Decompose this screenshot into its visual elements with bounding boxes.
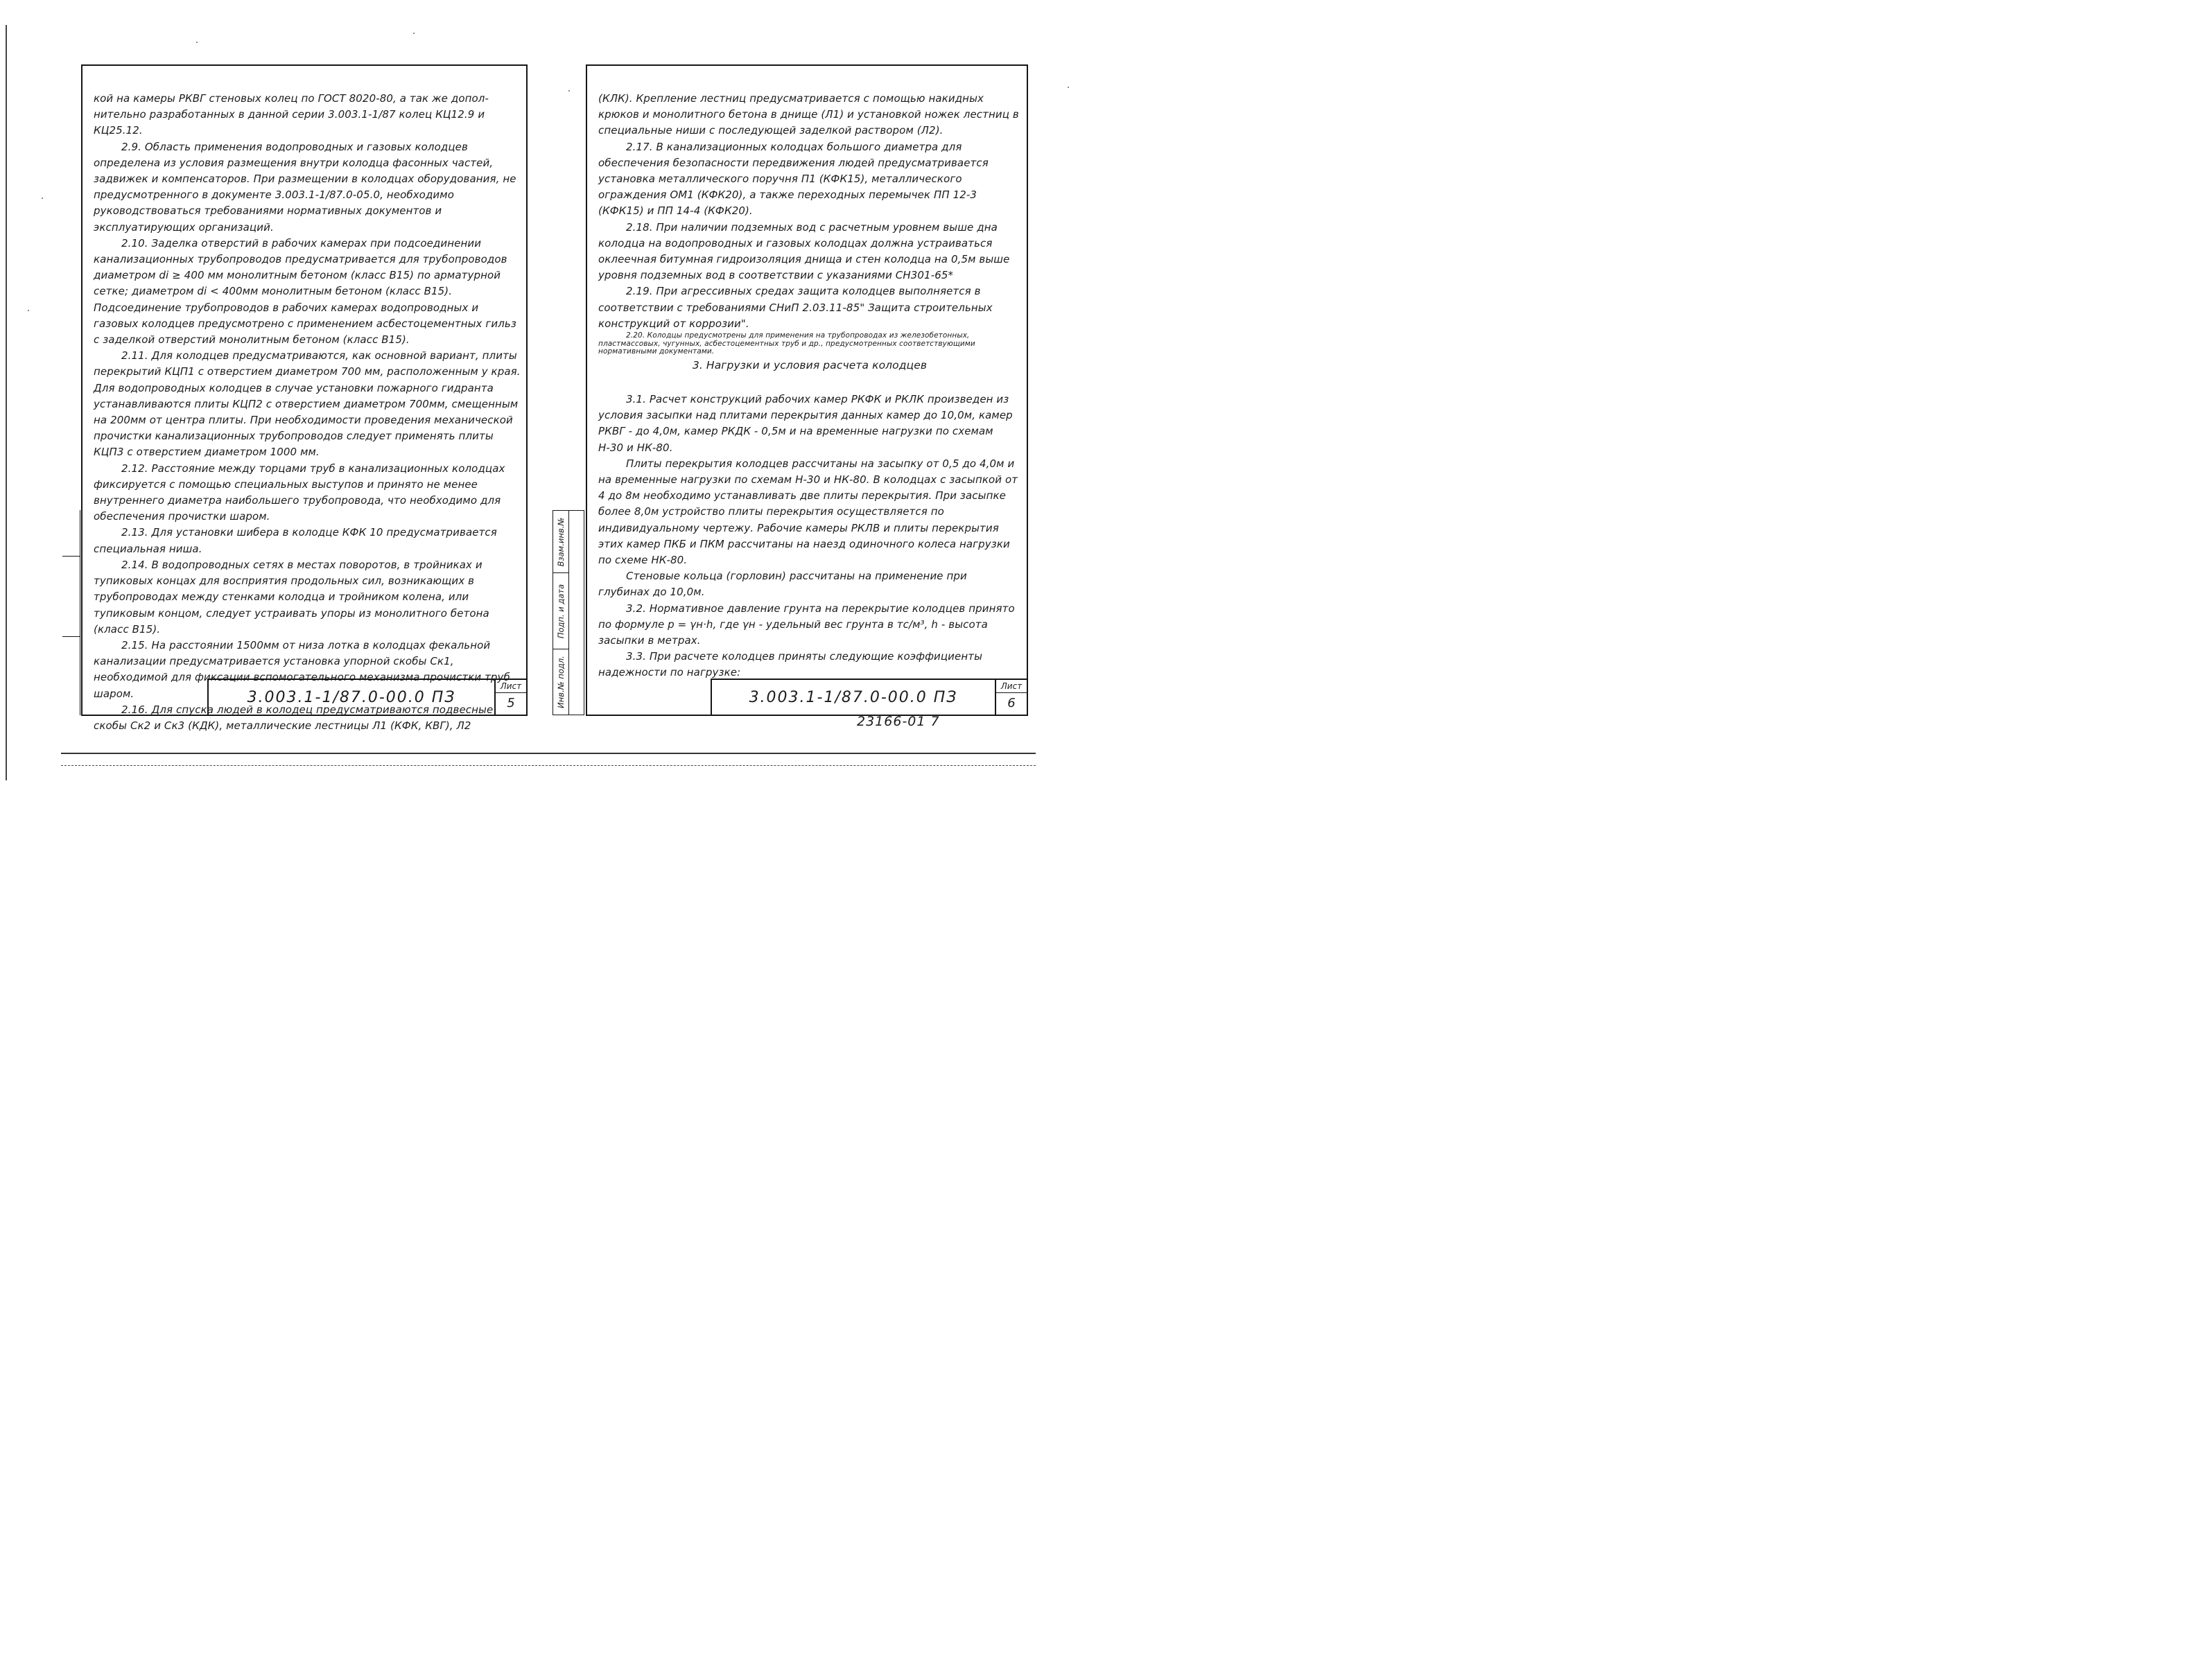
scan-speck [42, 198, 43, 199]
scan-speck [568, 90, 570, 91]
paragraph: 2.11. Для колодцев предусматриваются, как основной вариант, плиты перекрытий КЦП1 с отверстием диаметром 700 мм, расположенным у края. Для водопроводных колодцев в случае установки пожарного гидранта устанавливаются плиты КЦП2 с отверстием диаметром 700мм, смещенным на 200мм от центра плиты. При необходимости проведения механической прочистки канализационных трубопроводов следует применять плиты КЦП3 с отверстием диаметром 1000 мм. [94, 349, 521, 459]
binding-cell [553, 511, 568, 573]
paragraph: 2.12. Расстояние между торцами труб в канализационных колодцах фиксируется с помощью специальных выступов и принято не менее внутреннего диаметра наибольшего трубопровода, что необходимо для обеспечения прочистки шаром. [94, 462, 505, 523]
binding-label: Взам.инв.№ [556, 517, 566, 566]
paragraph: 3.2. Нормативное давление грунта на перекрытие колодцев принято по формуле p = γн·h, где γн - удельный вес грунта в тс/м³, h - высота засыпки в метрах. [598, 602, 1015, 647]
right-page [586, 64, 1028, 716]
binding-cell [553, 649, 568, 715]
left-title-block [207, 679, 526, 715]
binding-label: Подп. и дата [556, 584, 566, 638]
paragraph: кой на камеры РКВГ стеновых колец по ГОСТ 8020-80, а так же допол-нительно разработанных в данной серии 3.003.1-1/87 колец КЦ12.9 и КЦ25.12. [94, 92, 489, 137]
binding-label: Инв.№ подл. [556, 656, 566, 708]
right-title-block [711, 679, 1027, 715]
paragraph: 3.3. При расчете колодцев приняты следующие коэффициенты надежности по нагрузке: [598, 650, 983, 679]
left-binding-strip [62, 510, 80, 715]
scan-speck [1068, 87, 1069, 88]
inventory-number: 23166-01 7 [857, 714, 940, 729]
fold-line-dashed [61, 765, 1036, 766]
document-code: 3.003.1-1/87.0-00.0 ПЗ [247, 688, 456, 706]
scan-speck [196, 42, 198, 43]
paragraph: 2.18. При наличии подземных вод с расчетным уровнем выше дна колодца на водопроводных и газовых колодцах должна устраиваться оклеечная битумная гидроизоляция днища и стен колодца на 0,5м выше уровня подземных вод в соответствии с указаниями СН301-65* [598, 220, 1010, 282]
paragraph: 2.9. Область применения водопроводных и газовых колодцев определена из условия размещения внутри колодца фасонных частей, задвижек и компенсаторов. При размещении в колодцах оборудования, не предусмотренного в документе 3.003.1-1/87.0-05.0, необходимо руководствоваться требованиями нормативных документов и эксплуатирующих организаций. [94, 140, 516, 234]
scan-speck [28, 310, 29, 311]
paragraph: 2.15. На расстоянии 1500мм от низа лотка в колодцах фекальной канализации предусматривается установка упорной скобы Ск1, необходимой для фиксации вспомогательного механизма прочистки труб шаром. [94, 638, 510, 700]
left-page [81, 64, 528, 732]
sheet-number: 5 [507, 696, 515, 710]
paragraph: 2.19. При агрессивных средах защита колодцев выполняется в соответствии с требованиями СНиП 2.03.11-85" Защита строительных конструкций от коррозии". [598, 285, 993, 330]
paragraph: 3.1. Расчет конструкций рабочих камер РКФК и РКЛК произведен из условия засыпки над плитами перекрытия данных камер до 10,0м, камер РКВГ - до 4,0м, камер РКДК - 0,5м и на временные нагрузки по схемам Н-30 и НК-80. [598, 393, 1013, 454]
binding-strip [553, 510, 584, 715]
paragraph: Плиты перекрытия колодцев рассчитаны на засыпку от 0,5 до 4,0м и на временные нагрузки по схемам Н-30 и НК-80. В колодцах с засыпкой от 4 до 8м необходимо устанавливать две плиты перекрытия. При засыпке более 8,0м устройство плиты перекрытия осуществляется по индивидуальному чертежу. Рабочие камеры РКЛВ и плиты перекрытия этих камер ПКБ и ПКМ рассчитаны на наезд одиночного колеса нагрузки по схеме НК-80. [598, 457, 1018, 567]
section-heading: 3. Нагрузки и условия расчета колодцев [692, 358, 928, 371]
sheet-number-cell [494, 680, 526, 715]
paragraph: 2.17. В канализационных колодцах большого диаметра для обеспечения безопасности передвижения людей предусматривается установка металлического поручня П1 (КФК15), металлического ограждения ОМ1 (КФК20), а также переходных перемычек ПП 12-3 (КФК15) и ПП 14-4 (КФК20). [598, 140, 989, 218]
fold-line [61, 753, 1036, 754]
paragraph: 2.14. В водопроводных сетях в местах поворотов, в тройниках и тупиковых концах для восприятия продольных сил, возникающих в трубопроводах между стенками колодца и тройником колена, или тупиковым концом, следует устраивать упоры из монолитного бетона (класс В15). [94, 558, 489, 636]
sheet-number: 6 [1007, 696, 1016, 710]
scan-speck [413, 33, 415, 34]
scan-edge-line [6, 25, 7, 780]
sheet-number-cell [995, 680, 1027, 715]
binding-cell [553, 573, 568, 649]
left-page-text [94, 91, 521, 734]
paragraph: 2.13. Для установки шибера в колодце КФК 10 предусматривается специальная ниша. [94, 526, 497, 555]
paragraph: 2.16. Для спуска людей в колодец предусматриваются подвесные скобы Ск2 и Ск3 (КДК), металлические лестницы Л1 (КФК, КВГ), Л2 [94, 703, 494, 732]
paragraph: (КЛК). Крепление лестниц предусматривается с помощью накидных крюков и монолитного бетона в днище (Л1) и установкой ножек лестниц в специальные ниши с последующей заделкой раствором (Л2). [598, 92, 1019, 137]
document-code: 3.003.1-1/87.0-00.0 ПЗ [749, 688, 958, 706]
sheet-label: Лист [996, 680, 1027, 693]
paragraph: 2.10. Заделка отверстий в рабочих камерах при подсоединении канализационных трубопроводов предусматривается для трубопроводов диаметром di ≥ 400 мм монолитным бетоном (класс В15) по арматурной сетке; диаметром di < 400мм монолитным бетоном (класс В15). Подсоединение трубопроводов в рабочих камерах водопроводных и газовых колодцев предусмотрено с применением асбестоцементных гильз с заделкой отверстий монолитным бетоном (класс В15). [94, 236, 516, 347]
paragraph: Стеновые кольца (горловин) рассчитаны на применение при глубинах до 10,0м. [598, 570, 967, 599]
right-page-text [598, 91, 1021, 681]
sheet-label: Лист [496, 680, 526, 693]
paragraph: 2.20. Колодцы предусмотрены для применения на трубопроводах из железобетонных, пластмассовых, чугунных, асбестоцементных труб и др., предусмотренных соответствующими нормативными документами. [598, 331, 975, 356]
